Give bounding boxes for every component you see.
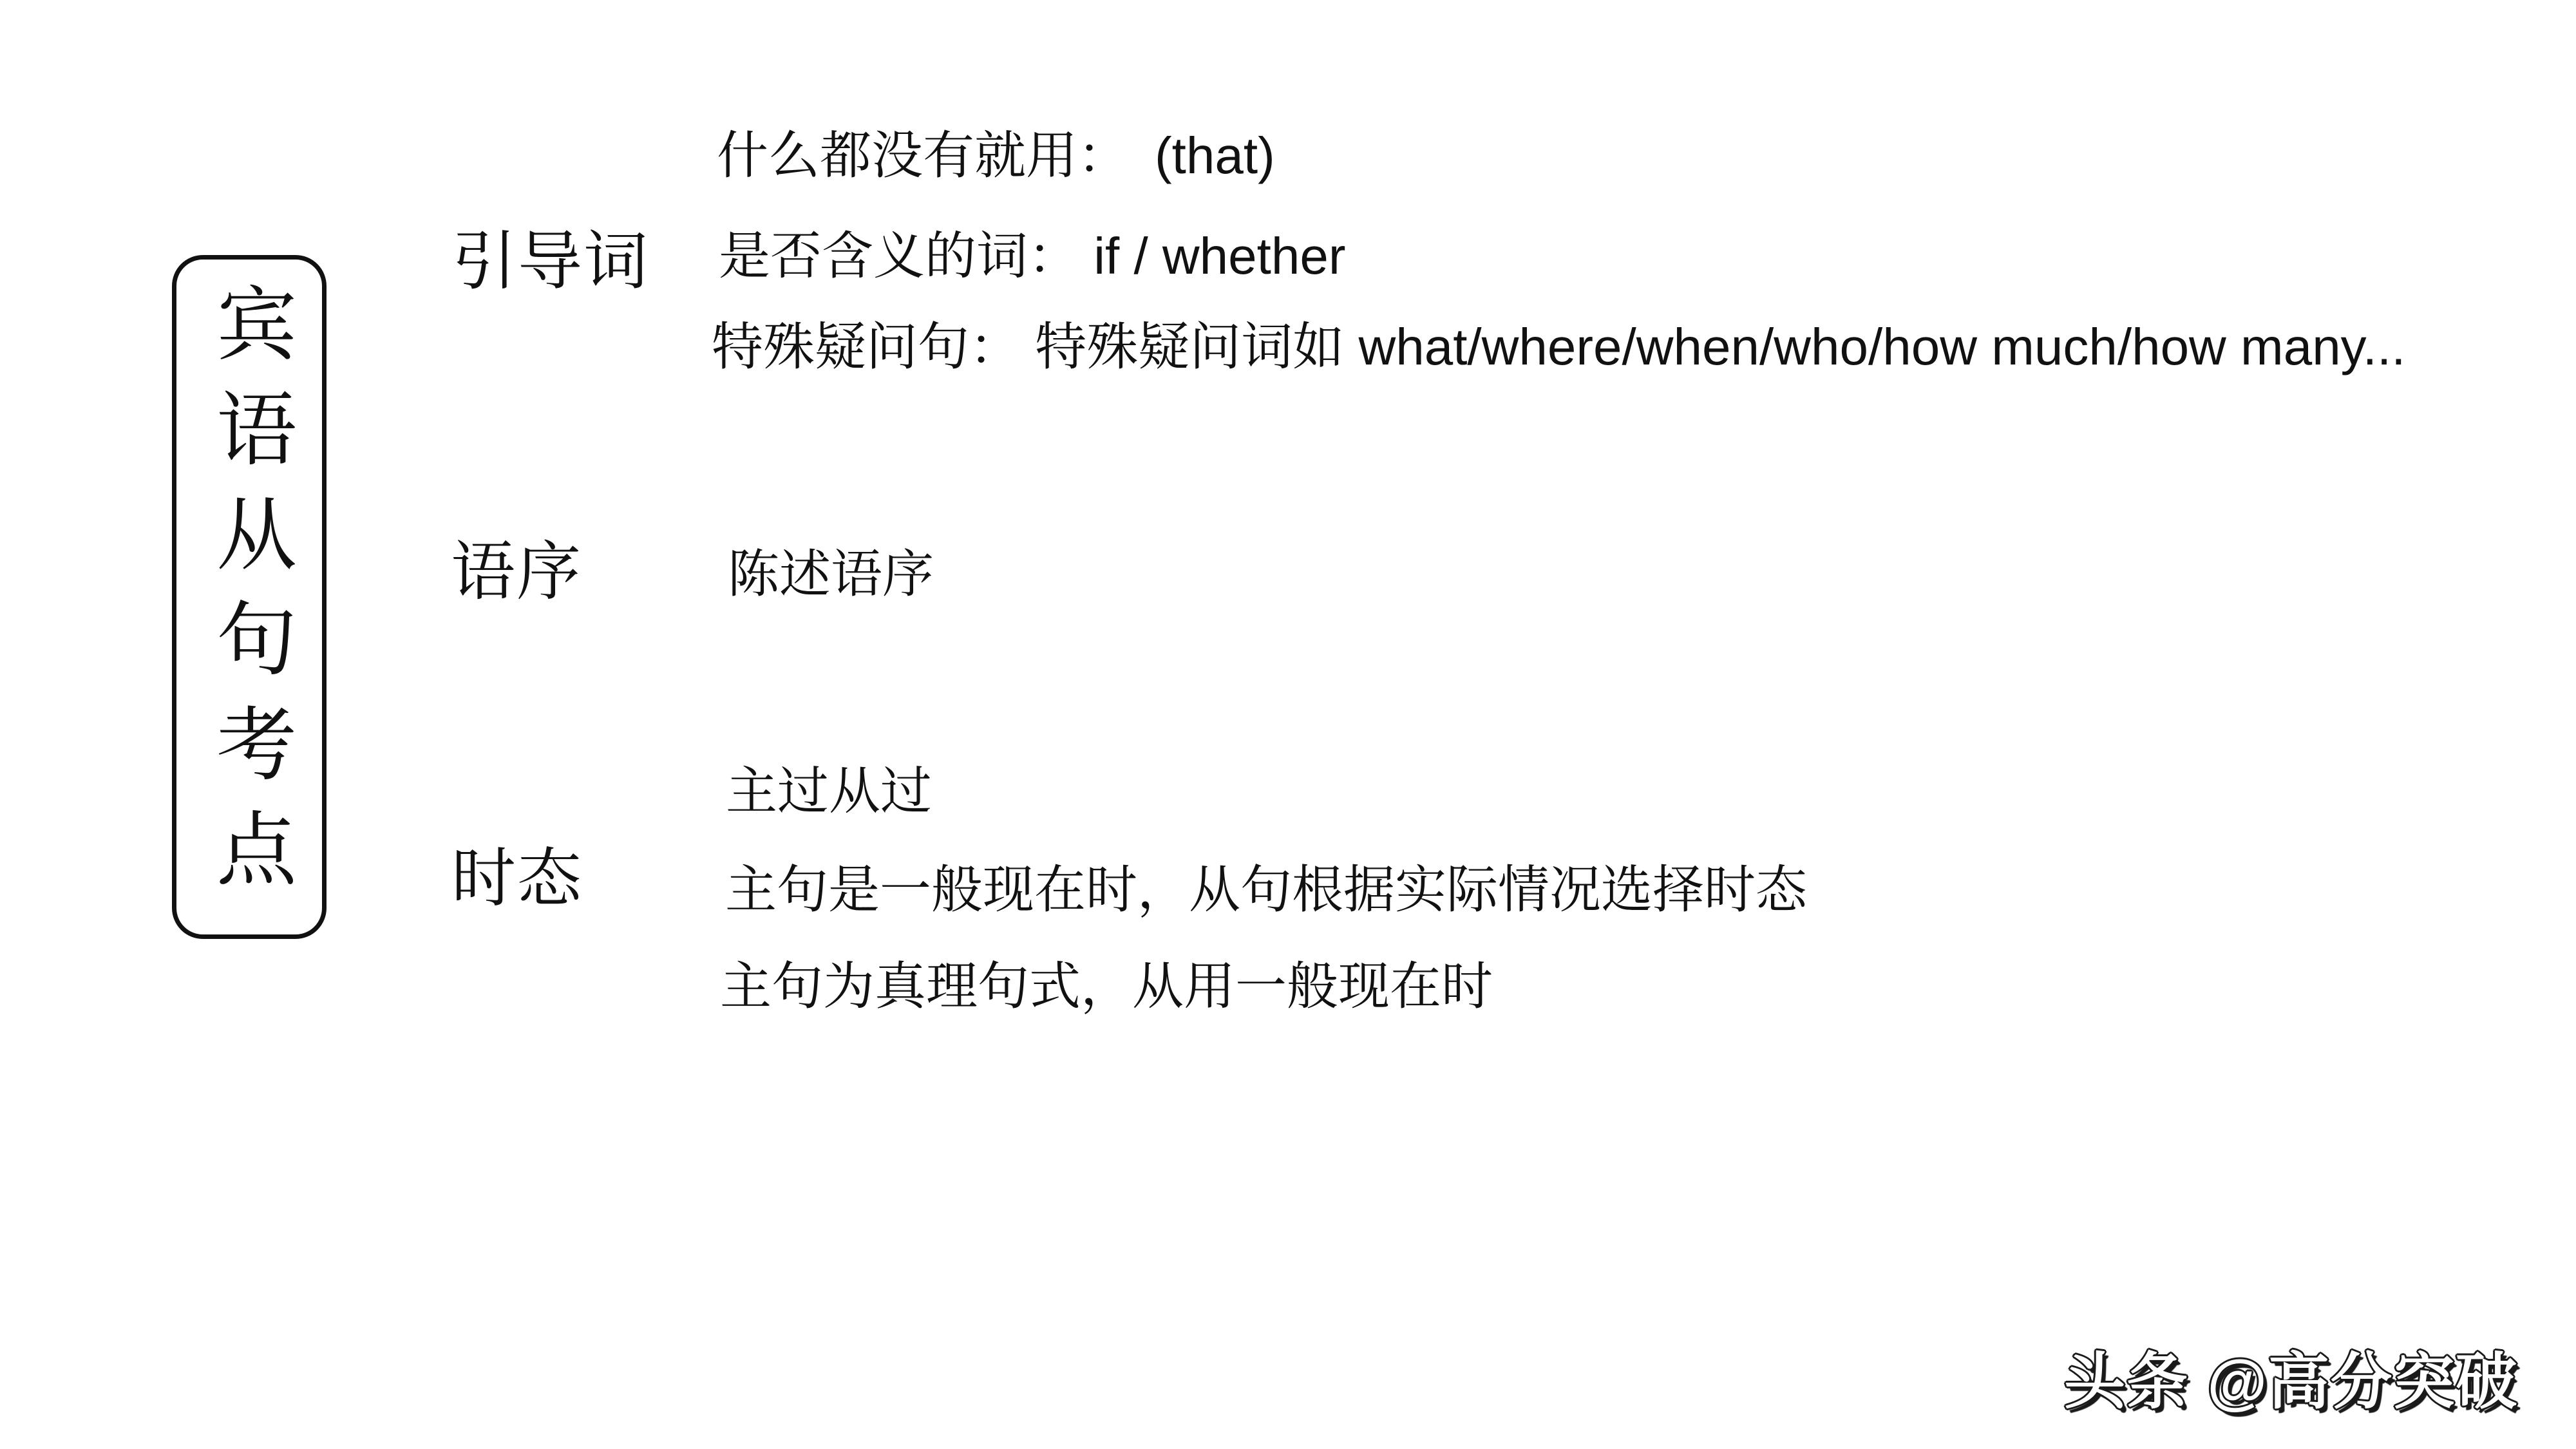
guide-word-line-if-whether: 是否含义的词： if / whether xyxy=(719,227,1346,285)
section-label-guide-word: 引导词 xyxy=(452,225,649,298)
topic-box xyxy=(172,255,327,939)
watermark-toutiao: 头条 @高分突破 xyxy=(2064,1348,2519,1416)
topic-title: 宾语从句考点 xyxy=(204,282,294,912)
tense-line-present: 主句是一般现在时，从句根据实际情况选择时态 xyxy=(725,861,1807,918)
tense-line-past: 主过从过 xyxy=(726,762,932,820)
section-label-word-order: 语序 xyxy=(451,536,582,608)
guide-word-line-that: 什么都没有就用： (that) xyxy=(717,127,1275,184)
guide-word-line-wh-words: 特殊疑问句： 特殊疑问词如 what/where/when/who/how much/how many... xyxy=(712,318,2406,375)
section-label-tense: 时态 xyxy=(451,842,583,914)
word-order-line-statement: 陈述语序 xyxy=(728,545,934,603)
tense-line-truth: 主句为真理句式，从用一般现在时 xyxy=(720,958,1493,1015)
